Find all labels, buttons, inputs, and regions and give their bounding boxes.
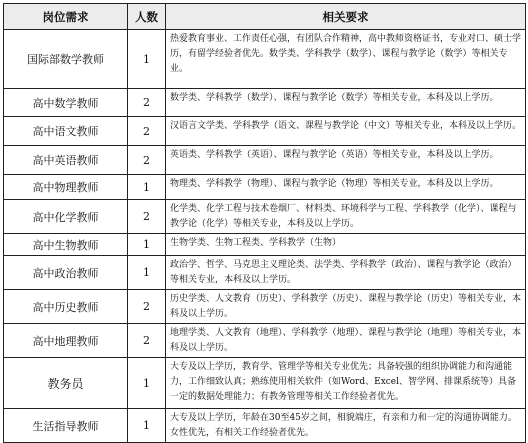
table-row xyxy=(4,324,526,358)
count-cell: 2 xyxy=(128,117,166,146)
header-position: 岗位需求 xyxy=(4,4,128,30)
count-cell: 2 xyxy=(128,200,166,234)
recruitment-table xyxy=(3,3,526,443)
position-cell: 高中地理教师 xyxy=(4,324,128,358)
header-row xyxy=(4,4,526,30)
position-cell: 高中政治教师 xyxy=(4,256,128,290)
count-cell: 2 xyxy=(128,290,166,324)
position-cell: 高中英语教师 xyxy=(4,146,128,175)
count-cell: 2 xyxy=(128,89,166,117)
table-row xyxy=(4,409,526,443)
position-cell: 高中语文教师 xyxy=(4,117,128,146)
count-cell: 1 xyxy=(128,256,166,290)
table-row xyxy=(4,89,526,117)
requirements-cell: 物理类、学科教学（物理）、课程与教学论（物理）等相关专业，本科及以上学历。 xyxy=(166,175,526,200)
requirements-cell: 地理学类、人文教育（地理）、学科教学（地理）、课程与教学论（地理）等相关专业，本科及以上学历。 xyxy=(166,324,526,358)
requirements-cell: 化学类、化学工程与技术卷烟厂、材料类、环境科学与工程、学科教学（化学）、课程与教学论（化学）等相关专业，本科及以上学历。 xyxy=(166,200,526,234)
table-row xyxy=(4,290,526,324)
requirements-cell: 生物学类、生物工程类、学科教学（生物） xyxy=(166,234,526,256)
table-row xyxy=(4,234,526,256)
table-row xyxy=(4,175,526,200)
requirements-cell: 大专及以上学历，教育学、管理学等相关专业优先；具备较强的组织协调能力和沟通能力，工作细致认真；熟练使用相关软件（如Word、Excel、智学网、排课系统等）具备一定的数据处理能力；有教务管理等相关工作经验者优先。 xyxy=(166,358,526,409)
table-row xyxy=(4,256,526,290)
requirements-cell: 汉语言文学类、学科教学（语文、课程与教学论（中文）等相关专业，本科及以上学历。 xyxy=(166,117,526,146)
header-requirements: 相关要求 xyxy=(166,4,526,30)
requirements-cell: 英语类、学科教学（英语）、课程与教学论（英语）等相关专业，本科及以上学历。 xyxy=(166,146,526,175)
requirements-cell: 历史学类、人文教育（历史）、学科教学（历史）、课程与教学论（历史）等相关专业，本科及以上学历。 xyxy=(166,290,526,324)
requirements-cell: 大专及以上学历，年龄在30至45岁之间，相貌端庄，有亲和力和一定的沟通协调能力。女性优先，有相关工作经验者优先。 xyxy=(166,409,526,443)
count-cell: 2 xyxy=(128,324,166,358)
requirements-cell: 政治学、哲学、马克思主义理论类、法学类、学科教学（政治）、课程与教学论（政治）等相关专业，本科及以上学历。 xyxy=(166,256,526,290)
position-cell: 高中化学教师 xyxy=(4,200,128,234)
count-cell: 1 xyxy=(128,175,166,200)
count-cell: 2 xyxy=(128,146,166,175)
position-cell: 教务员 xyxy=(4,358,128,409)
table-row xyxy=(4,200,526,234)
requirements-cell: 热爱教育事业、工作责任心强，有团队合作精神，高中教师资格证书，专业对口、硕士学历，有留学经验者优先。数学类、学科教学（数学）、课程与教学论（数学）等相关专业。 xyxy=(166,30,526,89)
position-cell: 生活指导教师 xyxy=(4,409,128,443)
count-cell: 1 xyxy=(128,409,166,443)
count-cell: 1 xyxy=(128,234,166,256)
table-row xyxy=(4,30,526,89)
count-cell: 1 xyxy=(128,30,166,89)
table-row xyxy=(4,117,526,146)
position-cell: 高中历史教师 xyxy=(4,290,128,324)
table-row xyxy=(4,146,526,175)
requirements-cell: 数学类、学科教学（数学）、课程与教学论（数学）等相关专业，本科及以上学历。 xyxy=(166,89,526,117)
position-cell: 国际部数学教师 xyxy=(4,30,128,89)
table-row xyxy=(4,358,526,409)
position-cell: 高中物理教师 xyxy=(4,175,128,200)
position-cell: 高中数学教师 xyxy=(4,89,128,117)
position-cell: 高中生物教师 xyxy=(4,234,128,256)
count-cell: 1 xyxy=(128,358,166,409)
header-count: 人数 xyxy=(128,4,166,30)
